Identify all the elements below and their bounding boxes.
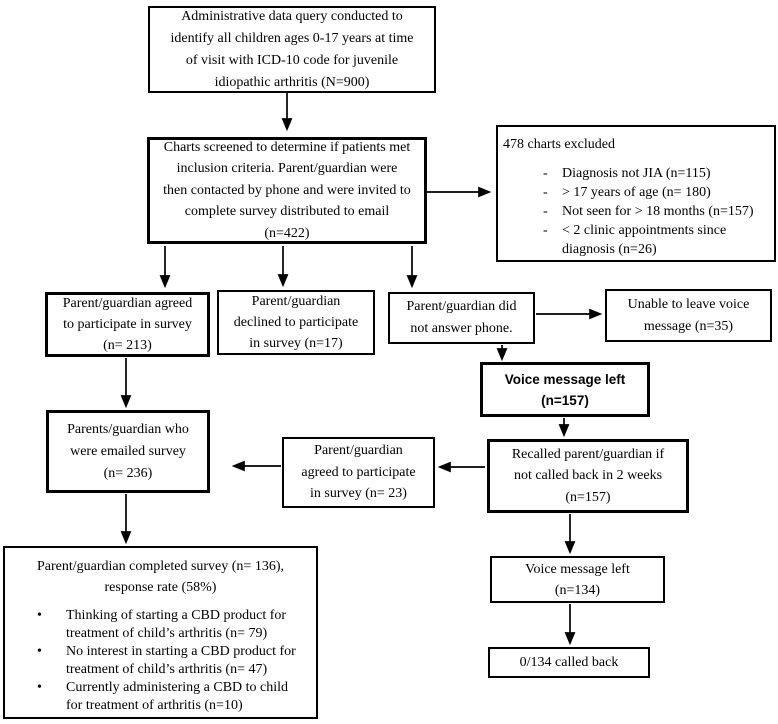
dash-icon: - xyxy=(543,223,548,238)
text-line: (n= 213) xyxy=(103,338,152,353)
text-line: in survey (n= 23) xyxy=(310,486,407,502)
bullet-icon: • xyxy=(37,644,42,659)
text-line: diagnosis (n=26) xyxy=(562,242,657,257)
excluded-item xyxy=(543,202,770,221)
text-line: Diagnosis not JIA (n=115) xyxy=(562,166,711,181)
text-line: Parents/guardian who xyxy=(67,421,189,437)
text-line: (n=134) xyxy=(554,582,601,598)
box-recalled-parent-guardian-157 xyxy=(487,439,689,513)
text-line: Voice message left xyxy=(525,561,630,577)
text-line: Parent/guardian xyxy=(251,294,341,309)
text-line: Not seen for > 18 months (n=157) xyxy=(562,204,754,219)
box-unable-to-leave-voice-message-35 xyxy=(605,289,772,342)
text-line: treatment of child’s arthritis (n= 47) xyxy=(66,662,268,677)
completed-title xyxy=(5,556,316,598)
text-line: in survey (n=17) xyxy=(249,336,343,351)
bullet-item xyxy=(5,643,316,679)
text-line: idiopathic arthritis (N=900) xyxy=(214,74,370,90)
text-line: Parent/guardian xyxy=(314,443,403,459)
bullet-icon: • xyxy=(37,680,42,695)
text-line: not called back in 2 weeks xyxy=(513,468,663,484)
box-agreed-to-participate-213 xyxy=(45,292,210,357)
box-completed-survey-136 xyxy=(3,546,318,719)
text-line: then contacted by phone and were invited to xyxy=(163,182,411,198)
box-charts-screened xyxy=(147,137,427,244)
box-charts-excluded xyxy=(496,125,776,262)
text-line: Parent/guardian did xyxy=(406,299,517,314)
text-line: (n=157) xyxy=(565,489,611,505)
text-line: not answer phone. xyxy=(410,321,513,336)
bullet-item xyxy=(5,679,316,715)
text-line: of visit with ICD-10 code for juvenile xyxy=(185,52,399,68)
text-line: agreed to participate xyxy=(301,464,416,480)
text-line: for treatment of arthritis (n=10) xyxy=(66,698,243,713)
text-line: No interest in starting a CBD product for xyxy=(66,644,296,659)
text-line: Parent/guardian completed survey (n= 136), xyxy=(37,559,284,574)
text-line: 0/134 called back xyxy=(519,654,619,670)
text-line: (n= 236) xyxy=(103,465,153,481)
text-line: Voice message left xyxy=(504,371,626,387)
dash-icon: - xyxy=(543,185,548,200)
text-line: identify all children ages 0-17 years at time xyxy=(170,30,414,46)
excluded-item xyxy=(543,221,770,259)
box-voice-message-left-157 xyxy=(480,362,650,417)
text-line: message (n=35) xyxy=(643,318,734,334)
text-line: were emailed survey xyxy=(70,443,186,459)
text-line: complete survey distributed to email xyxy=(184,204,390,220)
dash-icon: - xyxy=(543,166,548,181)
bullet-icon: • xyxy=(37,608,42,623)
text-line: (n=157) xyxy=(541,392,589,408)
text-line: Parent/guardian agreed xyxy=(62,296,193,311)
excluded-title: 478 charts excluded xyxy=(503,137,615,152)
box-called-back-0-of-134 xyxy=(488,647,650,678)
box-declined-to-participate-17 xyxy=(217,290,375,355)
box-agreed-to-participate-23 xyxy=(282,437,435,508)
box-administrative-query xyxy=(148,6,436,93)
text-line: Thinking of starting a CBD product for xyxy=(66,608,287,623)
text-line: (n=422) xyxy=(264,225,310,241)
completed-bullet-list xyxy=(5,607,316,715)
text-line: Administrative data query conducted to xyxy=(181,8,403,24)
text-line: Unable to leave voice xyxy=(627,296,750,312)
text-line: inclusion criteria. Parent/guardian were xyxy=(176,161,398,177)
text-line: > 17 years of age (n= 180) xyxy=(562,185,711,200)
text-line: Recalled parent/guardian if xyxy=(511,446,665,462)
dash-icon: - xyxy=(543,204,548,219)
text-line: declined to participate xyxy=(233,315,359,330)
text-line: to participate in survey xyxy=(63,317,192,332)
text-line: Charts screened to determine if patients met xyxy=(163,139,411,155)
excluded-item xyxy=(543,183,770,202)
text-line: response rate (58%) xyxy=(104,580,217,595)
bullet-item xyxy=(5,607,316,643)
box-emailed-survey-236 xyxy=(46,410,210,493)
text-line: < 2 clinic appointments since xyxy=(562,223,727,238)
text-line: treatment of child’s arthritis (n= 79) xyxy=(66,626,268,641)
box-voice-message-left-134 xyxy=(490,556,665,603)
text-line: Currently administering a CBD to child xyxy=(66,680,289,695)
box-did-not-answer-phone xyxy=(388,292,535,344)
excluded-item xyxy=(543,164,770,183)
